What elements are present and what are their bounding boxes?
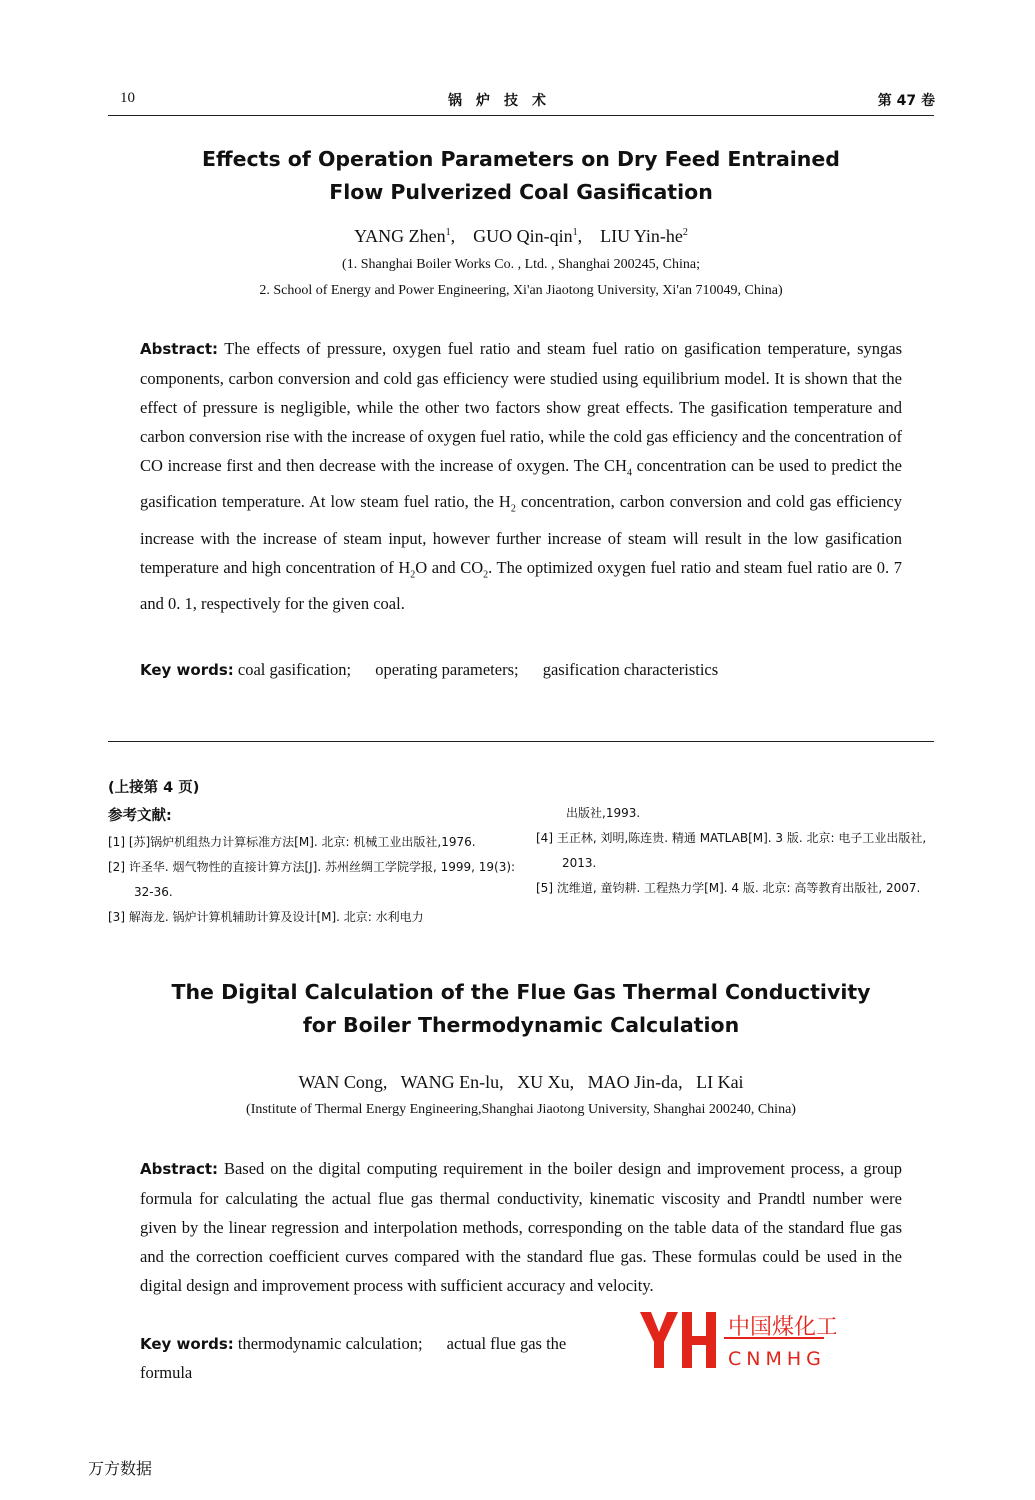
- keyword: operating parameters;: [375, 660, 519, 679]
- cnmhg-logo-icon: [636, 1308, 836, 1372]
- keyword: actual flue gas the: [446, 1334, 567, 1353]
- journal-name: 锅炉技术: [448, 93, 560, 109]
- keyword: thermodynamic calculation;: [237, 1334, 423, 1353]
- keyword: coal gasification;: [237, 660, 352, 679]
- article1-title-line1: Effects of Operation Parameters on Dry Feed Entrained: [202, 147, 840, 171]
- article1-title: [108, 143, 934, 209]
- abstract-label: Abstract:: [140, 1160, 219, 1178]
- cnmhg-watermark-logo: [636, 1308, 836, 1372]
- footer-source: 万方数据: [88, 1459, 153, 1478]
- reference-item: [3] 解海龙. 锅炉计算机辅助计算及设计[M]. 北京: 水利电力: [108, 910, 424, 924]
- author-name: YANG Zhen: [354, 226, 446, 246]
- article2-abstract: Abstract: Based on the digital computing requirement in the boiler design and improvement process, a group formula for calculating the actual flue gas thermal conductivity, kinematic viscosity and Prandtl number were given by the linear regression and interpolation methods, corresponding on the table data of the standard flue gas and the correction coefficient curves compared with the standard flue gas. These formulas could be used in the digital design and improvement process with sufficient accuracy and velocity.: [140, 1159, 903, 1295]
- reference-item: [1] [苏]锅炉机组热力计算标准方法[M]. 北京: 机械工业出版社,1976.: [108, 835, 476, 849]
- article1-affiliation1: (1. Shanghai Boiler Works Co. , Ltd. , Shanghai 200245, China;: [342, 257, 700, 272]
- references-right-column: [536, 801, 966, 901]
- author-name: LIU Yin-he: [600, 226, 683, 246]
- article1-abstract: Abstract: The effects of pressure, oxygen fuel ratio and steam fuel ratio on gasification temperature, syngas components, carbon conversion and cold gas efficiency were studied using equilibrium model. It is shown that the effect of pressure is negligible, while the other two factors show great effects. The gasification temperature and carbon conversion rise with the increase of oxygen fuel ratio, while the cold gas efficiency and the concentration of CO increase first and then decrease with the increase of oxygen. The $CH_4$ concentration can be used to predict the gasification temperature. At low steam fuel ratio, the $H_2$ concentration, carbon conversion and cold gas efficiency increase with the increase of steam input, however further increase of steam will result in the low gasification temperature and high concentration of $H_2O$ and $CO_2$. The optimized oxygen fuel ratio and steam fuel ratio are 0. 7 and 0. 1, respectively for the given coal.: [140, 339, 902, 613]
- article1-affiliation2: 2. School of Energy and Power Engineering, Xi'an Jiaotong University, Xi'an 710049, China): [259, 283, 783, 298]
- continued-note: (上接第 4 页): [108, 780, 200, 796]
- article2-affiliation: (Institute of Thermal Energy Engineering,Shanghai Jiaotong University, Shanghai 200240, China): [246, 1102, 796, 1117]
- article2-authors: WAN Cong, WANG En-lu, XU Xu, MAO Jin-da, LI Kai: [298, 1072, 744, 1092]
- watermark-cn-text: 中国煤化工: [728, 1315, 836, 1340]
- article2-title-line1: The Digital Calculation of the Flue Gas Thermal Conductivity: [171, 980, 871, 1004]
- reference-item: [5] 沈维道, 童钧耕. 工程热力学[M]. 4 版. 北京: 高等教育出版社, 2007.: [536, 881, 921, 895]
- abstract-label: Abstract:: [140, 340, 219, 358]
- article2-title-line2: for Boiler Thermodynamic Calculation: [302, 1013, 740, 1037]
- references-left-column: [108, 830, 534, 930]
- page-number: 10: [120, 90, 135, 106]
- section-rule: [108, 741, 934, 742]
- article1-title-line2: Flow Pulverized Coal Gasification: [329, 180, 713, 204]
- reference-item: [4] 王正林, 刘明,陈连贵. 精通 MATLAB[M]. 3 版. 北京: 电子工业出版社, 2013.: [536, 831, 927, 870]
- keywords-label: Key words:: [140, 1335, 234, 1353]
- header-rule: [108, 115, 934, 116]
- author-name: GUO Qin-qin: [473, 226, 573, 246]
- article1-authors: YANG Zhen$^1$, GUO Qin-qin$^1$, LIU Yin-$he^2$: [354, 226, 688, 246]
- reference-item: [2] 许圣华. 烟气物性的直接计算方法[J]. 苏州丝绸工学院学报, 1999, 19(3): 32-36.: [108, 860, 516, 899]
- watermark-en-text: CNMHG: [728, 1348, 826, 1370]
- volume-number: 第 47 卷: [877, 93, 935, 109]
- keywords-label: Key words:: [140, 661, 234, 679]
- article2-title: [108, 976, 934, 1042]
- reference-item: 出版社,1993.: [566, 806, 641, 820]
- references-heading: 参考文献:: [108, 808, 172, 824]
- keyword: formula: [140, 1363, 193, 1382]
- keyword: gasification characteristics: [542, 660, 719, 679]
- article1-keywords: [140, 655, 902, 685]
